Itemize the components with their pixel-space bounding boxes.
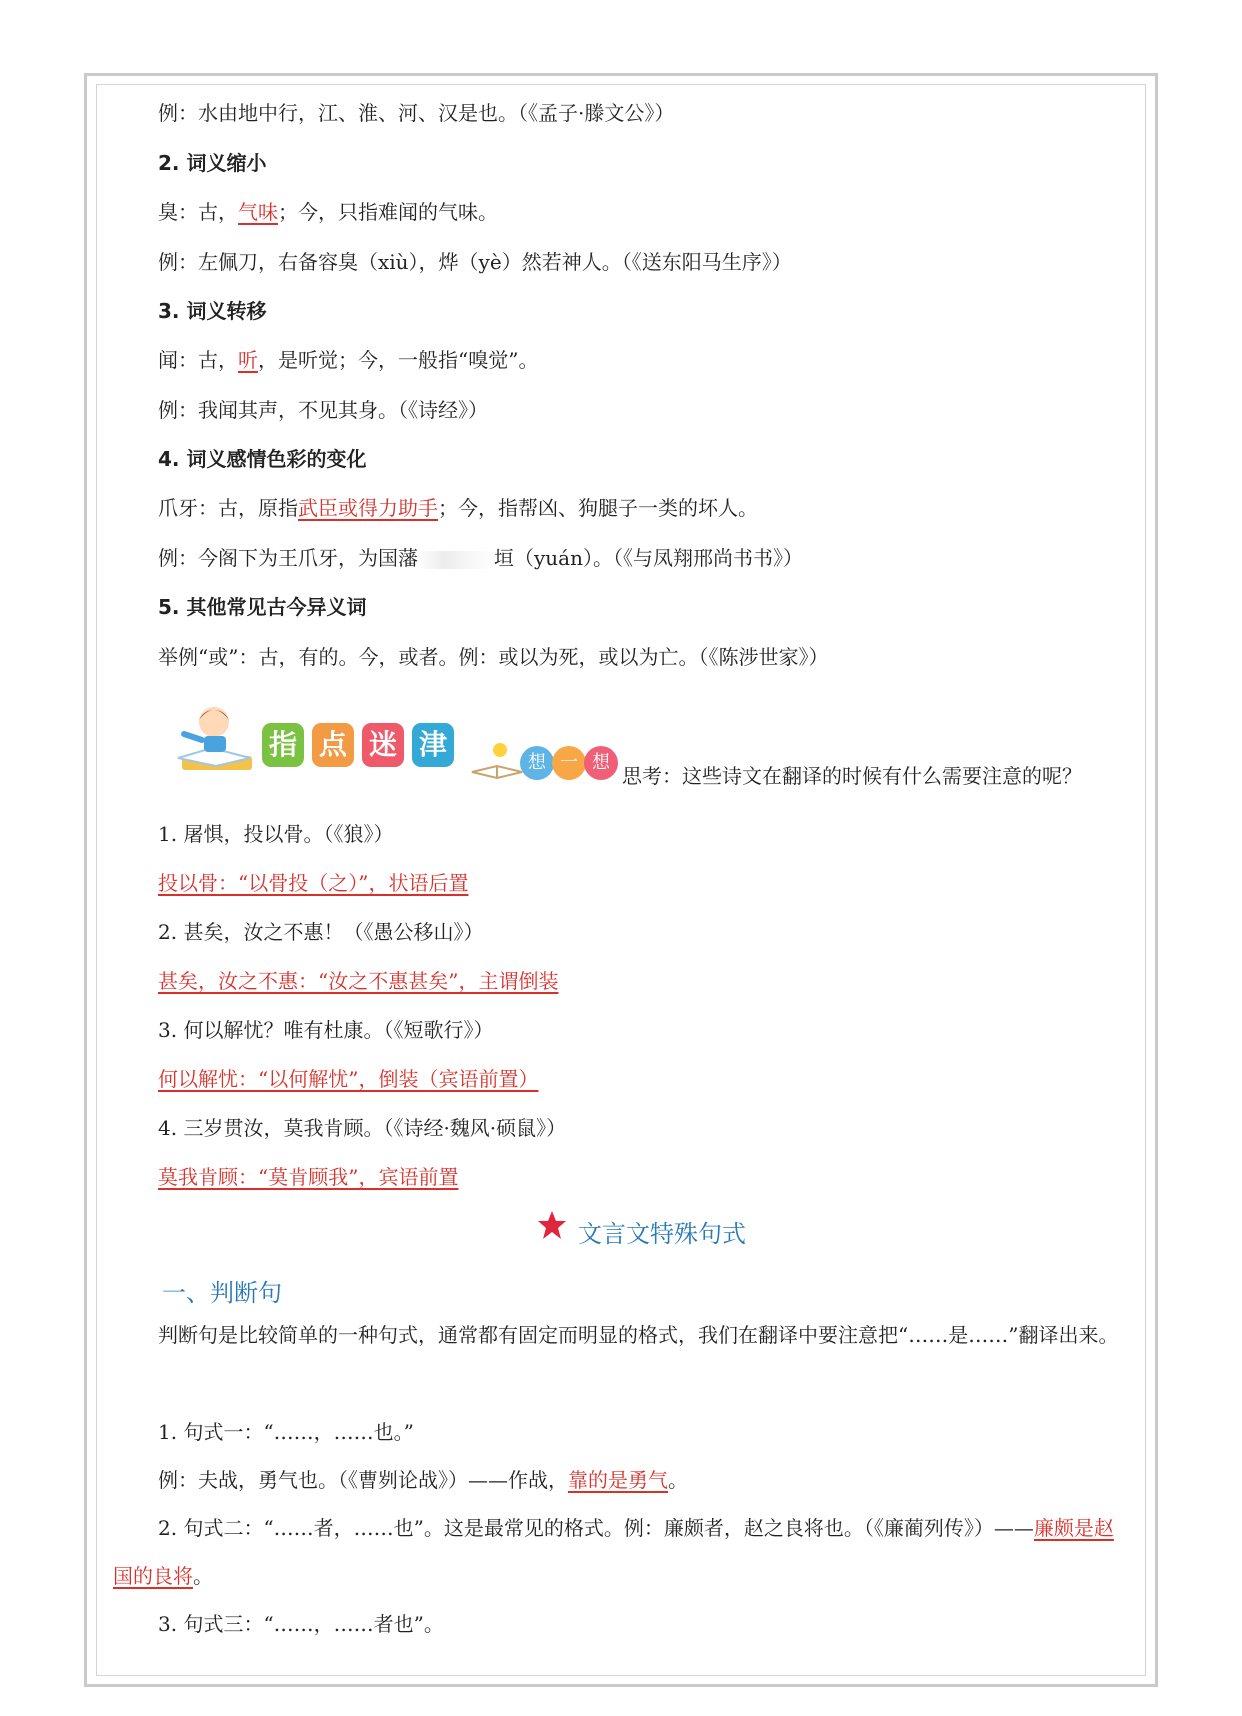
text-span: 闻：古， <box>158 348 238 372</box>
text-span: 2. 句式二：“……者，……也”。这是最常见的格式。例：廉颇者，赵之良将也。（《廉蔺列传》）—— <box>158 1516 1034 1540</box>
definition-line <box>158 494 758 522</box>
heading-other: 5. 其他常见古今异义词 <box>158 595 367 619</box>
highlight-text: 靠的是勇气 <box>568 1468 668 1492</box>
example-line <box>158 544 803 572</box>
exercise-answer: 投以骨：“以骨投（之）”，状语后置 <box>158 871 469 895</box>
pattern-3: 3. 句式三：“……，……者也”。 <box>158 1612 444 1636</box>
think-badge-3: 想 <box>584 746 618 780</box>
text-span: 。 <box>193 1564 213 1588</box>
definition-line <box>158 198 498 226</box>
think-question: 思考：这些诗文在翻译的时候有什么需要注意的呢？ <box>622 764 1082 788</box>
star-icon <box>536 1209 568 1241</box>
example-line: 例：水由地中行，江、淮、河、汉是也。（《孟子·滕文公》） <box>158 101 675 125</box>
badge-2: 点 <box>312 723 354 767</box>
lightbulb-book-icon <box>470 740 524 780</box>
example-line: 举例“或”：古，有的。今，或者。例：或以为死，或以为亡。（《陈涉世家》） <box>158 645 829 669</box>
pattern-2 <box>113 1504 1123 1600</box>
sub-heading: 一、判断句 <box>162 1279 282 1307</box>
exercise-question: 4. 三岁贯汝，莫我肯顾。（《诗经·魏风·硕鼠》） <box>158 1116 567 1140</box>
think-badge-1: 想 <box>520 746 554 780</box>
heading-narrowing: 2. 词义缩小 <box>158 151 267 175</box>
example-line: 例：左佩刀，右备容臭（xiù），烨（yè）然若神人。（《送东阳马生序》） <box>158 250 792 274</box>
badge-3: 迷 <box>362 723 404 767</box>
exercise-question: 1. 屠惧，投以骨。（《狼》） <box>158 822 394 846</box>
student-reading-icon <box>172 700 258 778</box>
text-span: 爪牙：古，原指 <box>158 496 298 520</box>
exercise-answer: 甚矣，汝之不惠：“汝之不惠甚矣”，主谓倒装 <box>158 969 559 993</box>
pattern-1: 1. 句式一：“……，……也。” <box>158 1420 414 1444</box>
heading-emotion: 4. 词义感情色彩的变化 <box>158 447 367 471</box>
highlight-text: 廉颇是赵国的良将 <box>113 1516 1114 1588</box>
think-badge-2: 一 <box>552 746 586 780</box>
text-span: ；今，指帮凶、狗腿子一类的坏人。 <box>438 496 758 520</box>
text-span: 。 <box>668 1468 688 1492</box>
text-span: 例：夫战，勇气也。（《曹刿论战》）——作战， <box>158 1468 568 1492</box>
definition-line <box>158 346 538 374</box>
highlight-text: 听 <box>238 348 258 372</box>
heading-shift: 3. 词义转移 <box>158 299 267 323</box>
text-span: 臭：古， <box>158 200 238 224</box>
text-span: 垣（yuán）。（《与凤翔邢尚书书》） <box>494 546 803 570</box>
exercise-answer: 何以解忧：“以何解忧”，倒装（宾语前置） <box>158 1067 539 1091</box>
pattern-1-example <box>113 1456 1123 1504</box>
highlight-text: 气味 <box>238 200 278 224</box>
section-title: 文言文特殊句式 <box>578 1220 746 1248</box>
example-line: 例：我闻其声，不见其身。（《诗经》） <box>158 398 488 422</box>
text-span: ；今，只指难闻的气味。 <box>278 200 498 224</box>
text-span: ，是听觉；今，一般指“嗅觉”。 <box>258 348 539 372</box>
highlight-text: 武臣或得力助手 <box>298 496 438 520</box>
blurred-region <box>418 551 494 569</box>
text-span: 例：今阁下为王爪牙，为国藩 <box>158 546 418 570</box>
exercise-answer: 莫我肯顾：“莫肯顾我”，宾语前置 <box>158 1165 459 1189</box>
intro-paragraph: 判断句是比较简单的一种句式，通常都有固定而明显的格式，我们在翻译中要注意把“……是……”翻译出来。 <box>158 1323 1119 1347</box>
exercise-question: 2. 甚矣，汝之不惠！（《愚公移山》） <box>158 920 484 944</box>
badge-1: 指 <box>262 723 304 767</box>
badge-4: 津 <box>412 723 454 767</box>
exercise-question: 3. 何以解忧？唯有杜康。（《短歌行》） <box>158 1018 494 1042</box>
